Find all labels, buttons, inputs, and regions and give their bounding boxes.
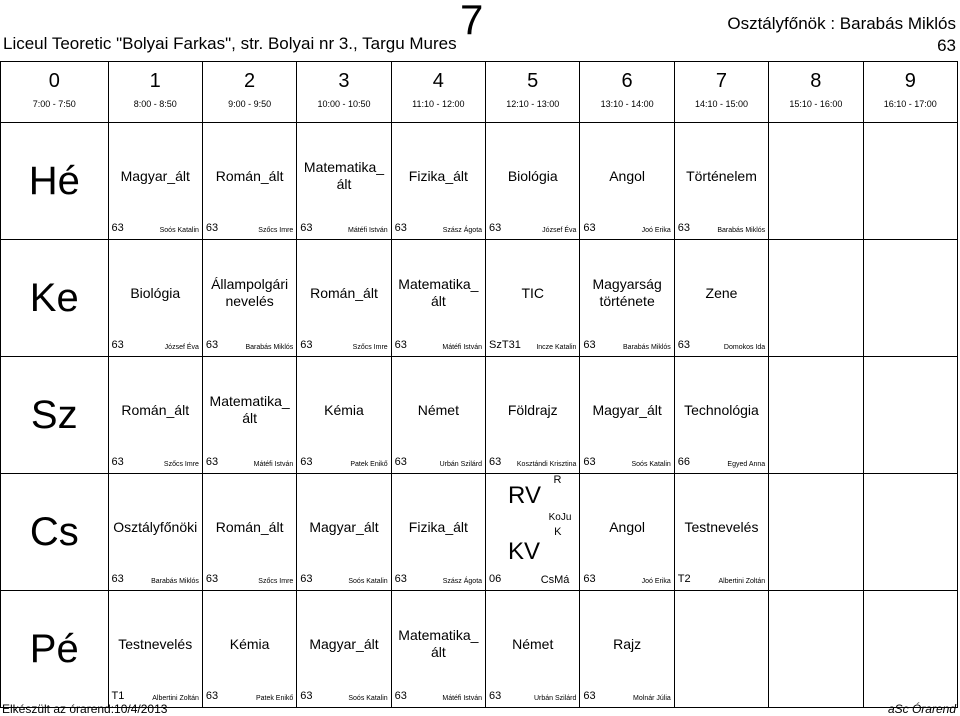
lesson-cell xyxy=(674,123,768,240)
lesson-subject: Fizika_ált xyxy=(408,518,468,535)
period-number: 4 xyxy=(432,70,444,92)
lesson-subject: Állampolgári nevelés xyxy=(211,276,289,309)
lesson-subject: Matematika_ ált xyxy=(303,159,385,192)
period-header xyxy=(580,62,674,123)
day-label: Pé xyxy=(1,591,109,708)
lesson-subject: Magyarság története xyxy=(592,276,662,309)
lesson-cell xyxy=(391,591,485,708)
lesson-subject: Fizika_ált xyxy=(408,167,468,184)
lesson-cell xyxy=(486,240,580,357)
lesson-subject: Technológia xyxy=(684,401,759,418)
lesson-teacher: Domokos Ida xyxy=(723,344,766,351)
lesson-cell xyxy=(863,474,957,591)
period-time: 11:10 - 12:00 xyxy=(412,99,465,109)
lesson-cell xyxy=(580,240,674,357)
lesson-subject: TIC xyxy=(521,284,545,301)
lesson-room: 63 xyxy=(583,456,596,468)
lesson-cell xyxy=(486,357,580,474)
lesson-room: T2 xyxy=(677,573,691,585)
lesson-cell xyxy=(297,591,391,708)
day-label: Hé xyxy=(1,123,109,240)
lesson-cell xyxy=(108,591,202,708)
day-row xyxy=(1,123,958,240)
period-number: 3 xyxy=(338,70,350,92)
day-label: Sz xyxy=(1,357,109,474)
lesson-cell xyxy=(580,357,674,474)
lesson-room: 63 xyxy=(677,339,691,351)
class-name: 7 xyxy=(460,0,484,43)
lesson-subject: Matematika_ ált xyxy=(398,276,479,309)
lesson-room: 63 xyxy=(111,573,124,585)
lesson-subject: Német xyxy=(417,401,459,418)
lesson-teacher: Mátéfi István xyxy=(347,227,388,234)
lesson-subject: Rajz xyxy=(613,635,642,652)
day-row xyxy=(1,474,958,591)
period-number: 6 xyxy=(621,70,633,92)
period-time: 8:00 - 8:50 xyxy=(133,99,177,109)
lesson-room: 63 xyxy=(205,690,219,702)
lesson-cell xyxy=(297,123,391,240)
lesson-cell xyxy=(391,240,485,357)
lesson-teacher: Barabás Miklós xyxy=(151,578,199,585)
lesson-cell xyxy=(769,474,863,591)
lesson-room: 63 xyxy=(677,222,691,234)
lesson-teacher: Egyed Anna xyxy=(727,461,766,468)
day-label: Ke xyxy=(1,240,109,357)
split-lesson-a: RV xyxy=(508,482,541,509)
lesson-cell xyxy=(769,591,863,708)
period-number: 2 xyxy=(244,70,256,92)
lesson-subject: Kémia xyxy=(324,401,364,418)
lesson-teacher: Joó Erika xyxy=(641,578,671,585)
lesson-cell xyxy=(108,123,202,240)
day-row xyxy=(1,240,958,357)
lesson-cell xyxy=(486,474,580,591)
lesson-cell xyxy=(202,240,296,357)
day-label: Cs xyxy=(1,474,109,591)
lesson-cell xyxy=(391,357,485,474)
lesson-teacher: CsMá xyxy=(540,574,570,586)
lesson-cell xyxy=(202,591,296,708)
lesson-teacher: Albertini Zoltán xyxy=(152,695,199,702)
lesson-teacher: Szász Ágota xyxy=(442,227,483,234)
lesson-teacher: Urbán Szilárd xyxy=(534,695,577,702)
period-number: 1 xyxy=(149,70,161,92)
lesson-teacher: Soós Katalin xyxy=(348,695,388,702)
generated-date: Elkészült az órarend:10/4/2013 xyxy=(2,702,168,716)
lesson-teacher: Szőcs Imre xyxy=(163,461,199,468)
lesson-subject: Osztályfőnöki xyxy=(113,518,198,535)
lesson-subject: Matematika_ ált xyxy=(209,393,290,426)
lesson-room: T1 xyxy=(111,690,125,702)
period-time: 15:10 - 16:00 xyxy=(789,99,843,109)
period-header xyxy=(769,62,863,123)
lesson-teacher: Mátéfi István xyxy=(442,344,483,351)
lesson-room: 63 xyxy=(300,339,313,351)
lesson-cell xyxy=(391,474,485,591)
lesson-room: 63 xyxy=(205,456,219,468)
lesson-teacher: Barabás Miklós xyxy=(622,344,671,351)
lesson-room: 63 xyxy=(205,339,219,351)
lesson-subject: Német xyxy=(512,635,554,652)
lesson-room: 63 xyxy=(583,222,596,234)
lesson-teacher: József Éva xyxy=(542,227,577,234)
period-time: 16:10 - 17:00 xyxy=(883,99,937,109)
lesson-subject: Angol xyxy=(609,518,646,535)
lesson-cell xyxy=(580,591,674,708)
lesson-room: 63 xyxy=(394,573,407,585)
lesson-cell xyxy=(674,240,768,357)
lesson-teacher: Molnár Júlia xyxy=(633,695,671,702)
lesson-room: 66 xyxy=(677,456,691,468)
lesson-teacher: Mátéfi István xyxy=(253,461,294,468)
lesson-cell xyxy=(297,474,391,591)
split-lesson-b: KV xyxy=(508,538,541,565)
lesson-teacher: Mátéfi István xyxy=(442,695,483,702)
period-number: 7 xyxy=(715,70,728,92)
period-number: 9 xyxy=(904,70,916,92)
lesson-cell xyxy=(863,357,957,474)
period-number: 5 xyxy=(527,70,539,92)
lesson-cell xyxy=(863,123,957,240)
period-time: 13:10 - 14:00 xyxy=(600,99,654,109)
lesson-subject: Román_ált xyxy=(121,401,190,418)
lesson-room: 63 xyxy=(300,690,313,702)
lesson-room: 63 xyxy=(583,690,596,702)
lesson-cell xyxy=(391,123,485,240)
lesson-teacher: Soós Katalin xyxy=(159,227,199,234)
lesson-cell xyxy=(769,357,863,474)
lesson-subject: Testnevelés xyxy=(684,518,759,535)
lesson-cell xyxy=(202,123,296,240)
lesson-room: 06 xyxy=(489,573,502,585)
lesson-cell xyxy=(674,357,768,474)
lesson-teacher: Barabás Miklós xyxy=(717,227,766,234)
lesson-room: 63 xyxy=(300,222,313,234)
lesson-subject: Zene xyxy=(705,284,738,301)
lesson-room: 63 xyxy=(394,222,407,234)
lesson-subject: Magyar_ált xyxy=(592,401,662,418)
lesson-cell xyxy=(863,591,957,708)
lesson-teacher: Joó Erika xyxy=(641,227,671,234)
lesson-room: 63 xyxy=(394,456,407,468)
lesson-cell xyxy=(108,474,202,591)
period-header xyxy=(674,62,768,123)
lesson-subject: Biológia xyxy=(130,284,181,301)
lesson-room: 63 xyxy=(583,339,596,351)
timetable-grid xyxy=(0,61,958,708)
split-group-b: K xyxy=(554,526,562,538)
lesson-room: 63 xyxy=(205,222,219,234)
lesson-room: 63 xyxy=(489,690,502,702)
period-header xyxy=(297,62,391,123)
lesson-teacher: Soós Katalin xyxy=(631,461,671,468)
lesson-subject: Testnevelés xyxy=(118,635,193,652)
lesson-cell xyxy=(108,357,202,474)
lesson-cell xyxy=(486,591,580,708)
period-time: 14:10 - 15:00 xyxy=(694,99,748,109)
period-time: 12:10 - 13:00 xyxy=(506,99,560,109)
day-row xyxy=(1,591,958,708)
lesson-cell xyxy=(863,240,957,357)
lesson-teacher: Szőcs Imre xyxy=(258,227,294,234)
class-teacher: Osztályfőnök : Barabás Miklós xyxy=(727,14,956,33)
lesson-room: 63 xyxy=(300,573,313,585)
lesson-cell xyxy=(769,240,863,357)
lesson-subject: Román_ált xyxy=(310,284,378,301)
lesson-teacher: Szőcs Imre xyxy=(258,578,294,585)
lesson-cell xyxy=(674,591,768,708)
lesson-teacher: Szász Ágota xyxy=(442,578,483,585)
lesson-subject: Kémia xyxy=(229,635,270,652)
lesson-cell xyxy=(202,357,296,474)
period-header xyxy=(108,62,202,123)
home-room: 63 xyxy=(937,36,956,55)
lesson-room: SzT31 xyxy=(489,339,521,351)
lesson-cell xyxy=(202,474,296,591)
lesson-cell xyxy=(297,357,391,474)
lesson-teacher: Incze Katalin xyxy=(536,344,577,351)
lesson-room: 63 xyxy=(583,573,596,585)
lesson-subject: Magyar_ált xyxy=(309,635,379,652)
lesson-subject: Történelem xyxy=(686,167,757,184)
lesson-teacher: Albertini Zoltán xyxy=(718,578,766,585)
lesson-room: 63 xyxy=(394,339,407,351)
period-header xyxy=(486,62,580,123)
period-header xyxy=(1,62,109,123)
lesson-room: 63 xyxy=(205,573,219,585)
lesson-subject: Magyar_ált xyxy=(120,167,190,184)
day-row xyxy=(1,357,958,474)
split-group-a: R xyxy=(553,474,562,486)
lesson-subject: Magyar_ált xyxy=(309,518,379,535)
lesson-teacher: Barabás Miklós xyxy=(245,344,294,351)
period-number: 8 xyxy=(810,70,822,92)
lesson-cell xyxy=(769,123,863,240)
lesson-cell xyxy=(674,474,768,591)
lesson-subject: Angol xyxy=(609,167,646,184)
period-number: 0 xyxy=(48,70,60,92)
period-header xyxy=(863,62,957,123)
lesson-teacher: József Éva xyxy=(164,344,199,351)
lesson-room: 63 xyxy=(489,222,502,234)
lesson-room: 63 xyxy=(489,456,502,468)
lesson-teacher: Szőcs Imre xyxy=(352,344,388,351)
lesson-cell xyxy=(108,240,202,357)
lesson-subject: Matematika_ ált xyxy=(398,627,479,660)
lesson-cell xyxy=(486,123,580,240)
lesson-cell xyxy=(580,474,674,591)
lesson-subject: Földrajz xyxy=(507,401,558,418)
lesson-teacher: Patek Enikő xyxy=(255,695,294,702)
lesson-room: 63 xyxy=(111,222,124,234)
period-header-row xyxy=(1,62,958,123)
period-time: 10:00 - 10:50 xyxy=(317,99,371,109)
lesson-teacher: Patek Enikő xyxy=(350,461,388,468)
lesson-teacher: Kosztándi Krisztina xyxy=(516,461,577,468)
period-time: 7:00 - 7:50 xyxy=(32,99,76,109)
lesson-teacher: Urbán Szilárd xyxy=(439,461,483,468)
lesson-room: 63 xyxy=(111,456,124,468)
school-name: Liceul Teoretic "Bolyai Farkas", str. Bolyai nr 3., Targu Mures xyxy=(3,34,457,53)
lesson-room: 63 xyxy=(111,339,124,351)
lesson-cell xyxy=(297,240,391,357)
lesson-subject: Román_ált xyxy=(215,518,284,535)
lesson-room: 63 xyxy=(300,456,313,468)
period-time: 9:00 - 9:50 xyxy=(228,99,272,109)
lesson-subject: Biológia xyxy=(507,167,558,184)
brand-label: aSc Órarend xyxy=(887,702,956,716)
lesson-cell xyxy=(580,123,674,240)
period-header xyxy=(202,62,296,123)
lesson-teacher: Soós Katalin xyxy=(348,578,388,585)
period-header xyxy=(391,62,485,123)
lesson-subject: Román_ált xyxy=(215,167,284,184)
lesson-room: 63 xyxy=(394,690,407,702)
split-middle-label: KoJu xyxy=(548,512,572,523)
